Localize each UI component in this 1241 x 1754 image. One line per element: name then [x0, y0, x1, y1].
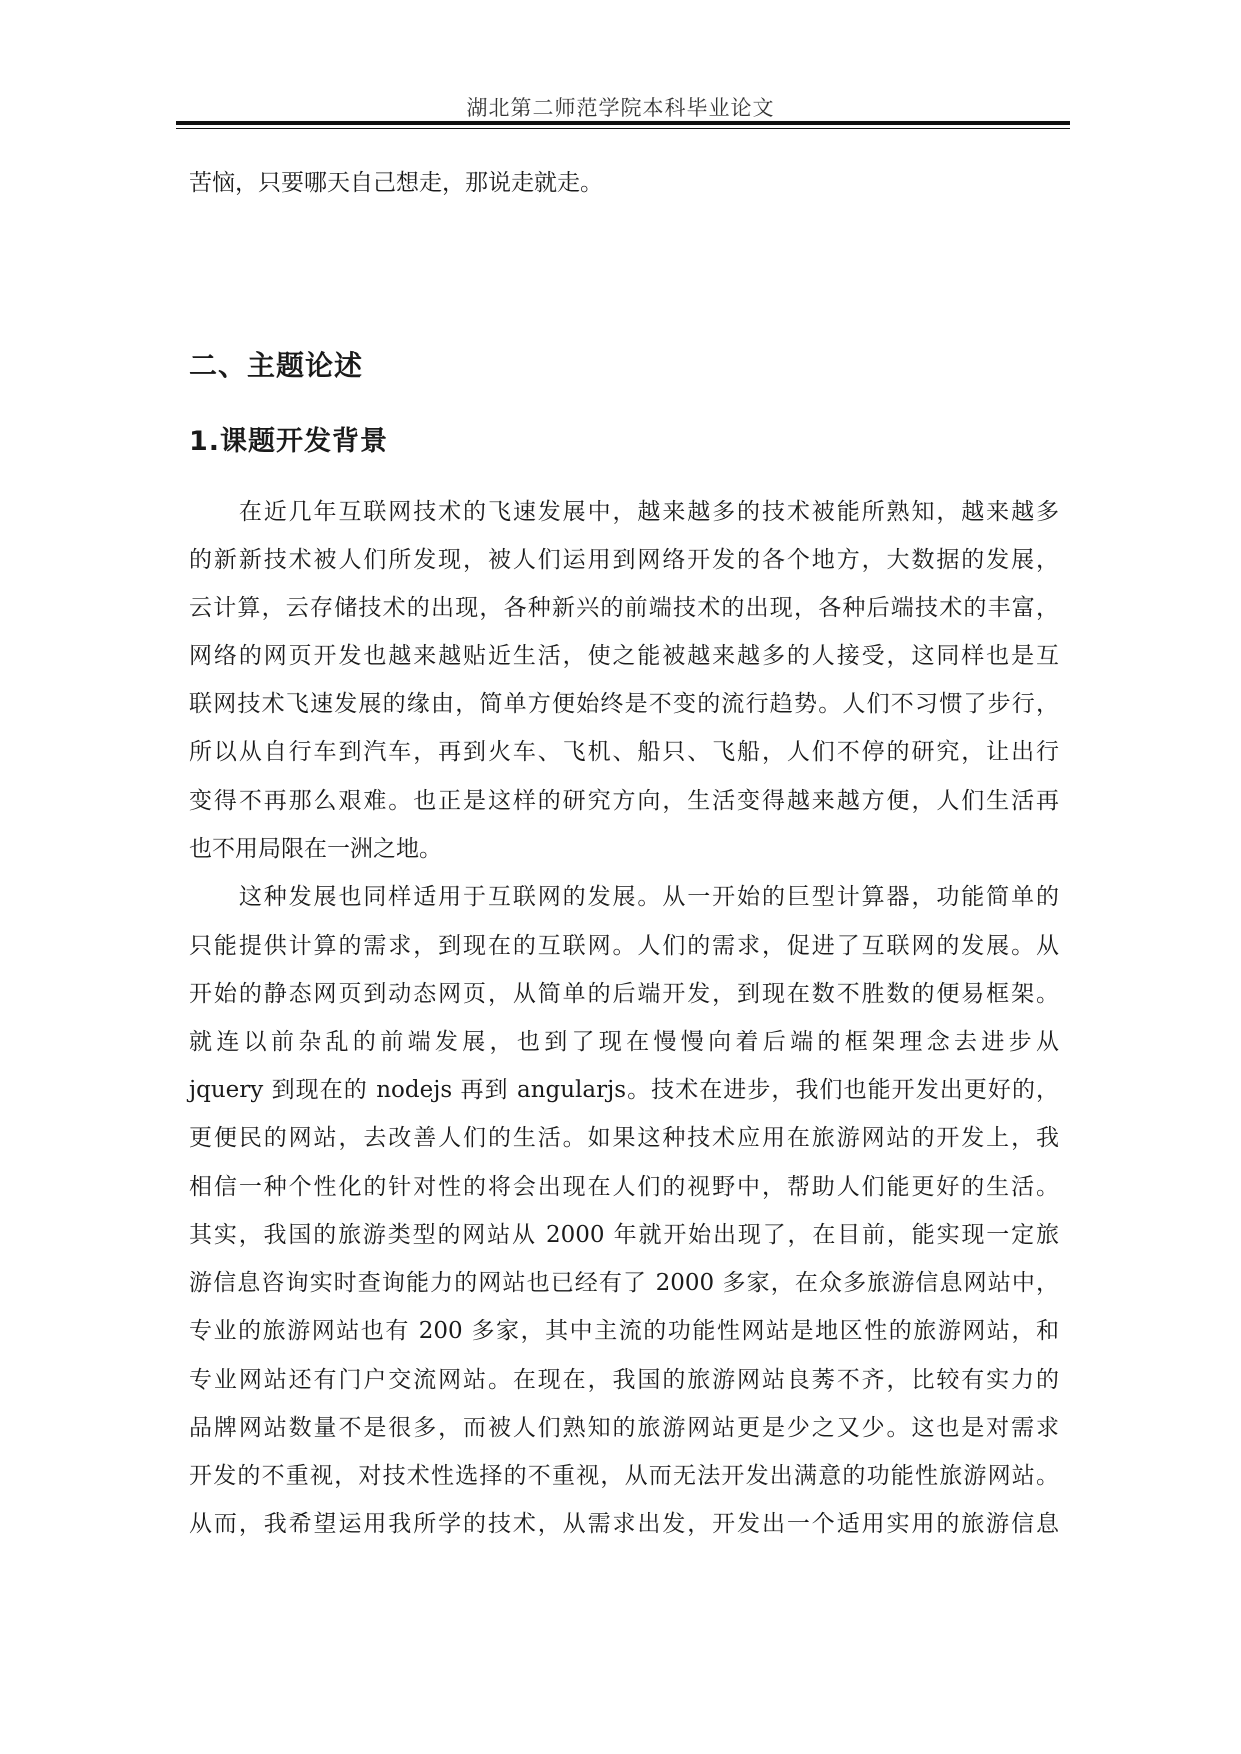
- paragraph-line: 只能提供计算的需求，到现在的互联网。人们的需求，促进了互联网的发展。从: [189, 933, 1059, 959]
- paragraph-line: 也不用局限在一洲之地。: [189, 836, 442, 862]
- paragraph-line: 变得不再那么艰难。也正是这样的研究方向，生活变得越来越方便，人们生活再: [189, 788, 1059, 814]
- paragraph-line: 开始的静态网页到动态网页，从简单的后端开发，到现在数不胜数的便易框架。: [189, 981, 1059, 1007]
- paragraph-line: 更便民的网站，去改善人们的生活。如果这种技术应用在旅游网站的开发上，我: [189, 1125, 1059, 1151]
- intro-line: 苦恼，只要哪天自己想走，那说走就走。: [189, 170, 603, 196]
- paragraph-line: 云计算，云存储技术的出现，各种新兴的前端技术的出现，各种后端技术的丰富，: [189, 595, 1059, 621]
- paragraph-line: 所以从自行车到汽车，再到火车、飞机、船只、飞船，人们不停的研究，让出行: [189, 739, 1059, 765]
- paragraph-line: 网络的网页开发也越来越贴近生活，使之能被越来越多的人接受，这同样也是互: [189, 643, 1059, 669]
- paragraph-line: 联网技术飞速发展的缘由，简单方便始终是不变的流行趋势。人们不习惯了步行，: [189, 691, 1059, 717]
- paragraph-line: 相信一种个性化的针对性的将会出现在人们的视野中，帮助人们能更好的生活。: [189, 1174, 1059, 1200]
- paragraph-line: 其实，我国的旅游类型的网站从 2000 年就开始出现了，在目前，能实现一定旅: [189, 1222, 1059, 1248]
- paragraph-line: 游信息咨询实时查询能力的网站也已经有了 2000 多家，在众多旅游信息网站中，: [189, 1270, 1059, 1296]
- paragraph-line: 这种发展也同样适用于互联网的发展。从一开始的巨型计算器，功能简单的: [189, 884, 1059, 910]
- paragraph-line: 专业的旅游网站也有 200 多家，其中主流的功能性网站是地区性的旅游网站，和: [189, 1318, 1059, 1344]
- section-heading: 二、主题论述: [189, 349, 364, 382]
- paragraph-line: 在近几年互联网技术的飞速发展中，越来越多的技术被能所熟知，越来越多: [189, 499, 1059, 525]
- paragraph-line: 就连以前杂乱的前端发展，也到了现在慢慢向着后端的框架理念去进步从: [189, 1029, 1059, 1055]
- header-rule-thin: [176, 128, 1070, 129]
- paragraph-line: 专业网站还有门户交流网站。在现在，我国的旅游网站良莠不齐，比较有实力的: [189, 1367, 1059, 1393]
- subsection-heading: 1.课题开发背景: [189, 426, 389, 457]
- page-header-title: 湖北第二师范学院本科毕业论文: [466, 96, 775, 120]
- paragraph-line: 的新新技术被人们所发现，被人们运用到网络开发的各个地方，大数据的发展，: [189, 547, 1059, 573]
- paragraph-line: 开发的不重视，对技术性选择的不重视，从而无法开发出满意的功能性旅游网站。: [189, 1463, 1059, 1489]
- paragraph-line: 品牌网站数量不是很多，而被人们熟知的旅游网站更是少之又少。这也是对需求: [189, 1415, 1059, 1441]
- paragraph-line: 从而，我希望运用我所学的技术，从需求出发，开发出一个适用实用的旅游信息: [189, 1511, 1059, 1537]
- header-rule-thick: [176, 121, 1070, 125]
- paragraph-line: jquery 到现在的 nodejs 再到 angularjs。技术在进步，我们也能开发出更好的，: [189, 1077, 1059, 1103]
